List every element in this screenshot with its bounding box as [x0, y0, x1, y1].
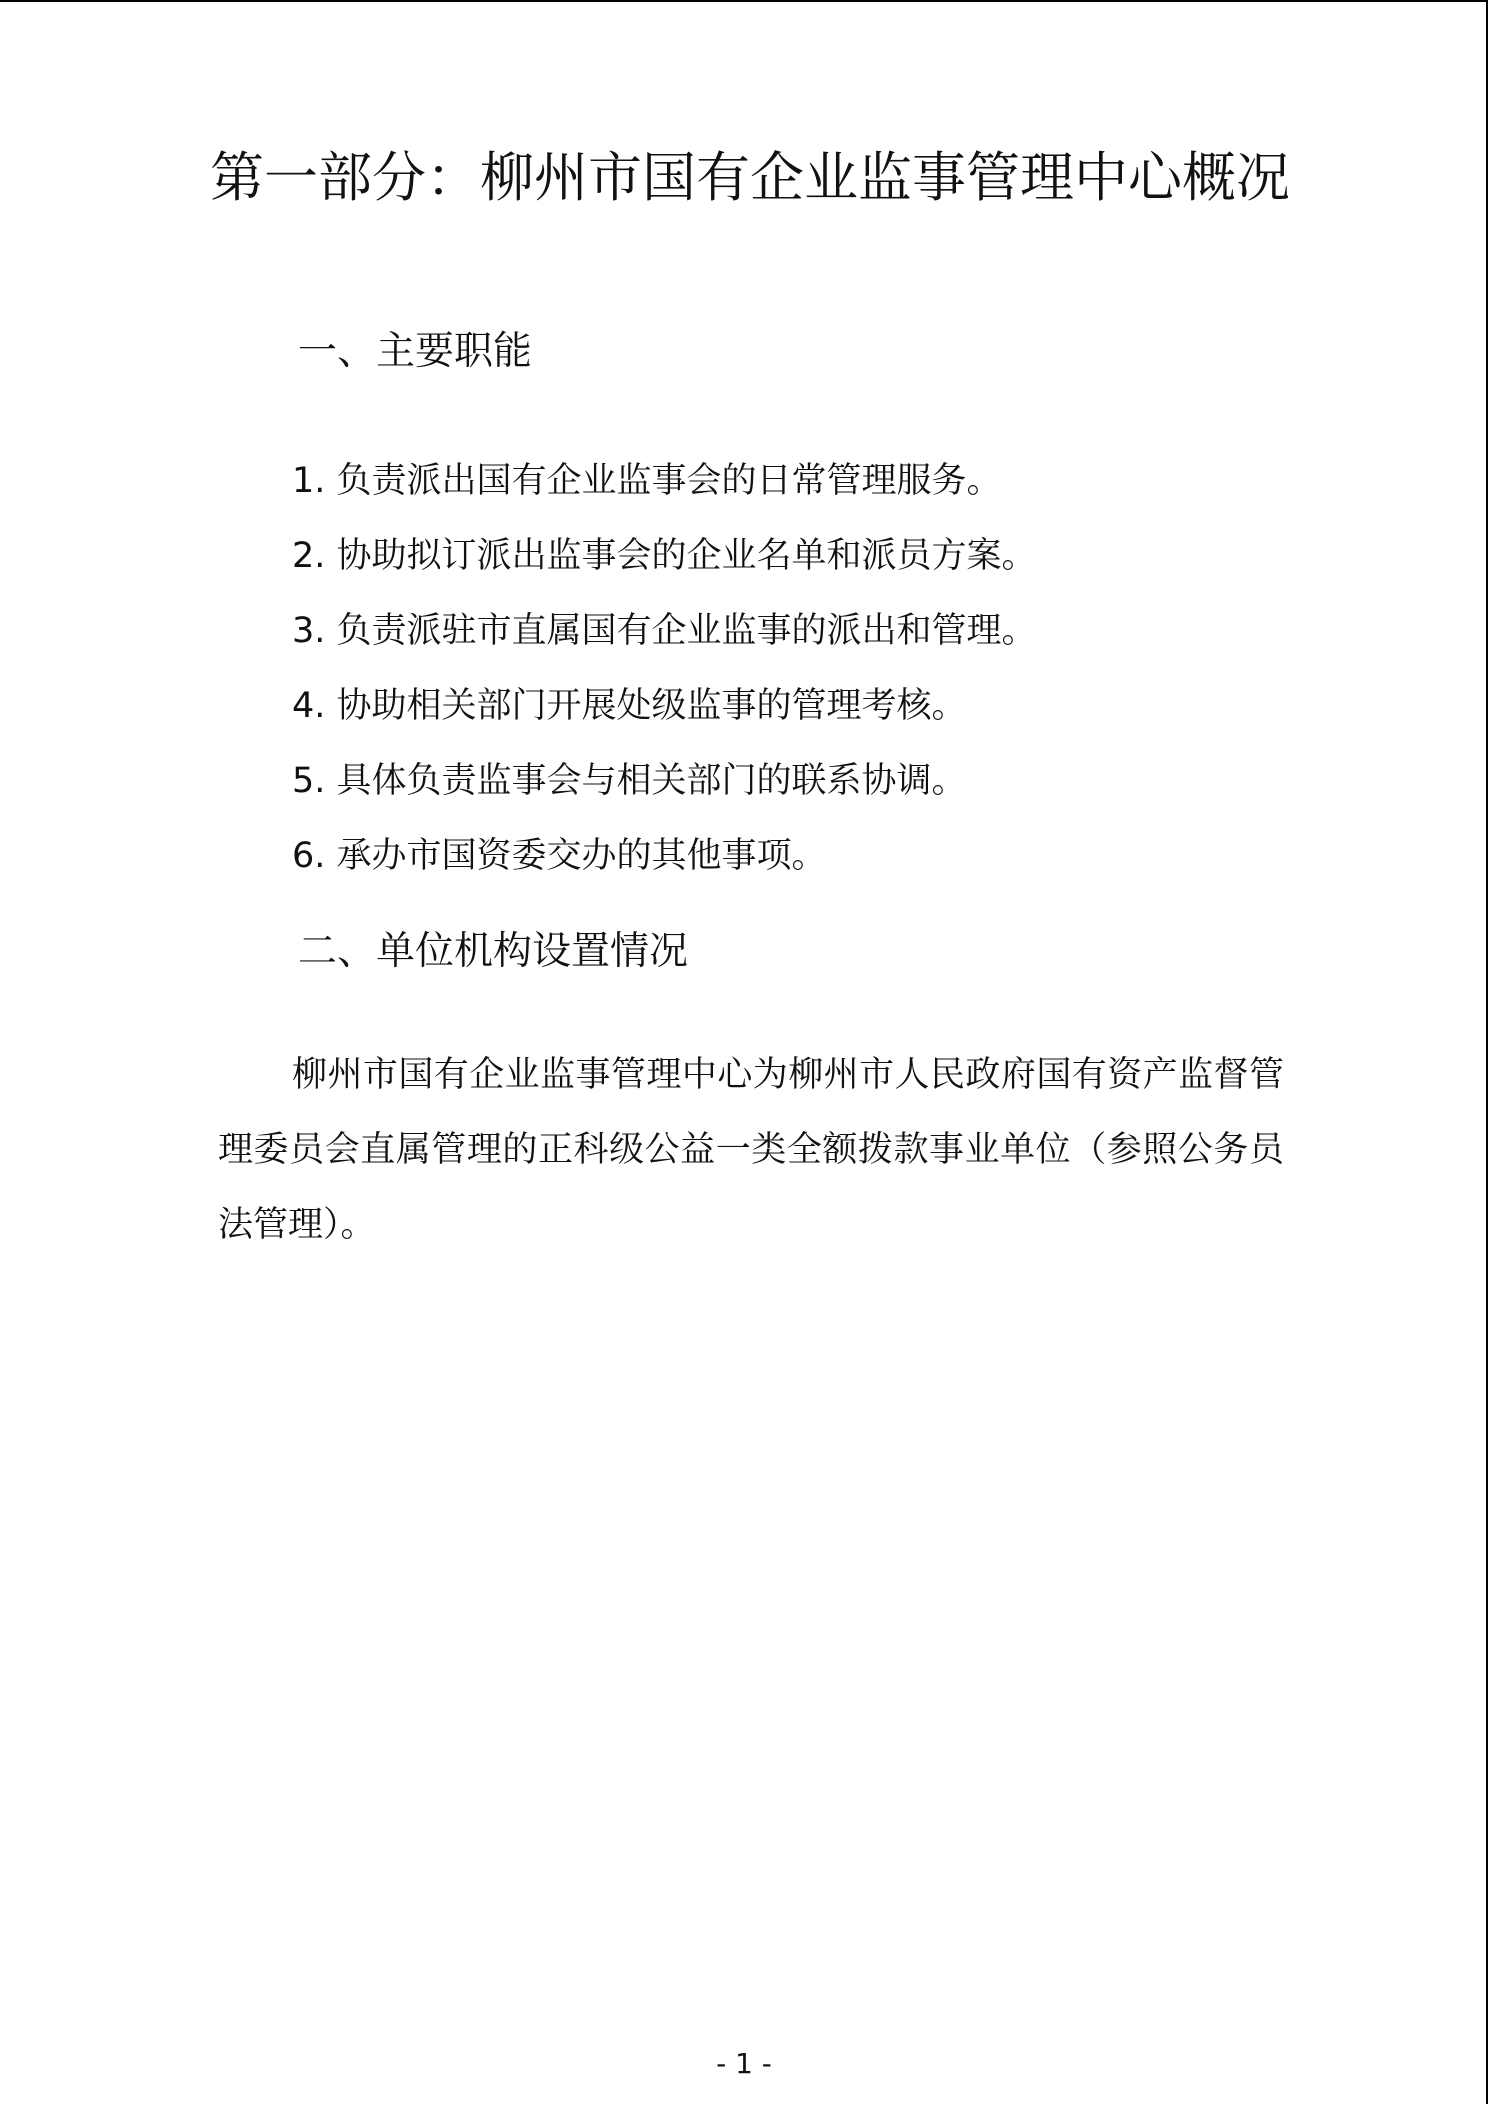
list-item: 5. 具体负责监事会与相关部门的联系协调。 [292, 761, 967, 801]
section-heading-main-functions: 一、主要职能 [298, 329, 533, 374]
organization-paragraph: 柳州市国有企业监事管理中心为柳州市人民政府国有资产监督管理委员会直属管理的正科级公益一类全额拨款事业单位（参照公务员法管理）。 [218, 1055, 1284, 1245]
functions-list [292, 444, 1037, 894]
list-item: 3. 负责派驻市直属国有企业监事的派出和管理。 [292, 611, 1037, 651]
list-item: 2. 协助拟订派出监事会的企业名单和派员方案。 [292, 536, 1037, 576]
document-title: 第一部分：柳州市国有企业监事管理中心概况 [210, 146, 1290, 209]
list-item: 1. 负责派出国有企业监事会的日常管理服务。 [292, 461, 1002, 501]
list-item: 4. 协助相关部门开展处级监事的管理考核。 [292, 686, 967, 726]
section-heading-organization: 二、单位机构设置情况 [298, 929, 689, 974]
page-border-top [0, 0, 1488, 2]
page-number: - 1 - [716, 2047, 772, 2080]
list-item: 6. 承办市国资委交办的其他事项。 [292, 836, 827, 876]
